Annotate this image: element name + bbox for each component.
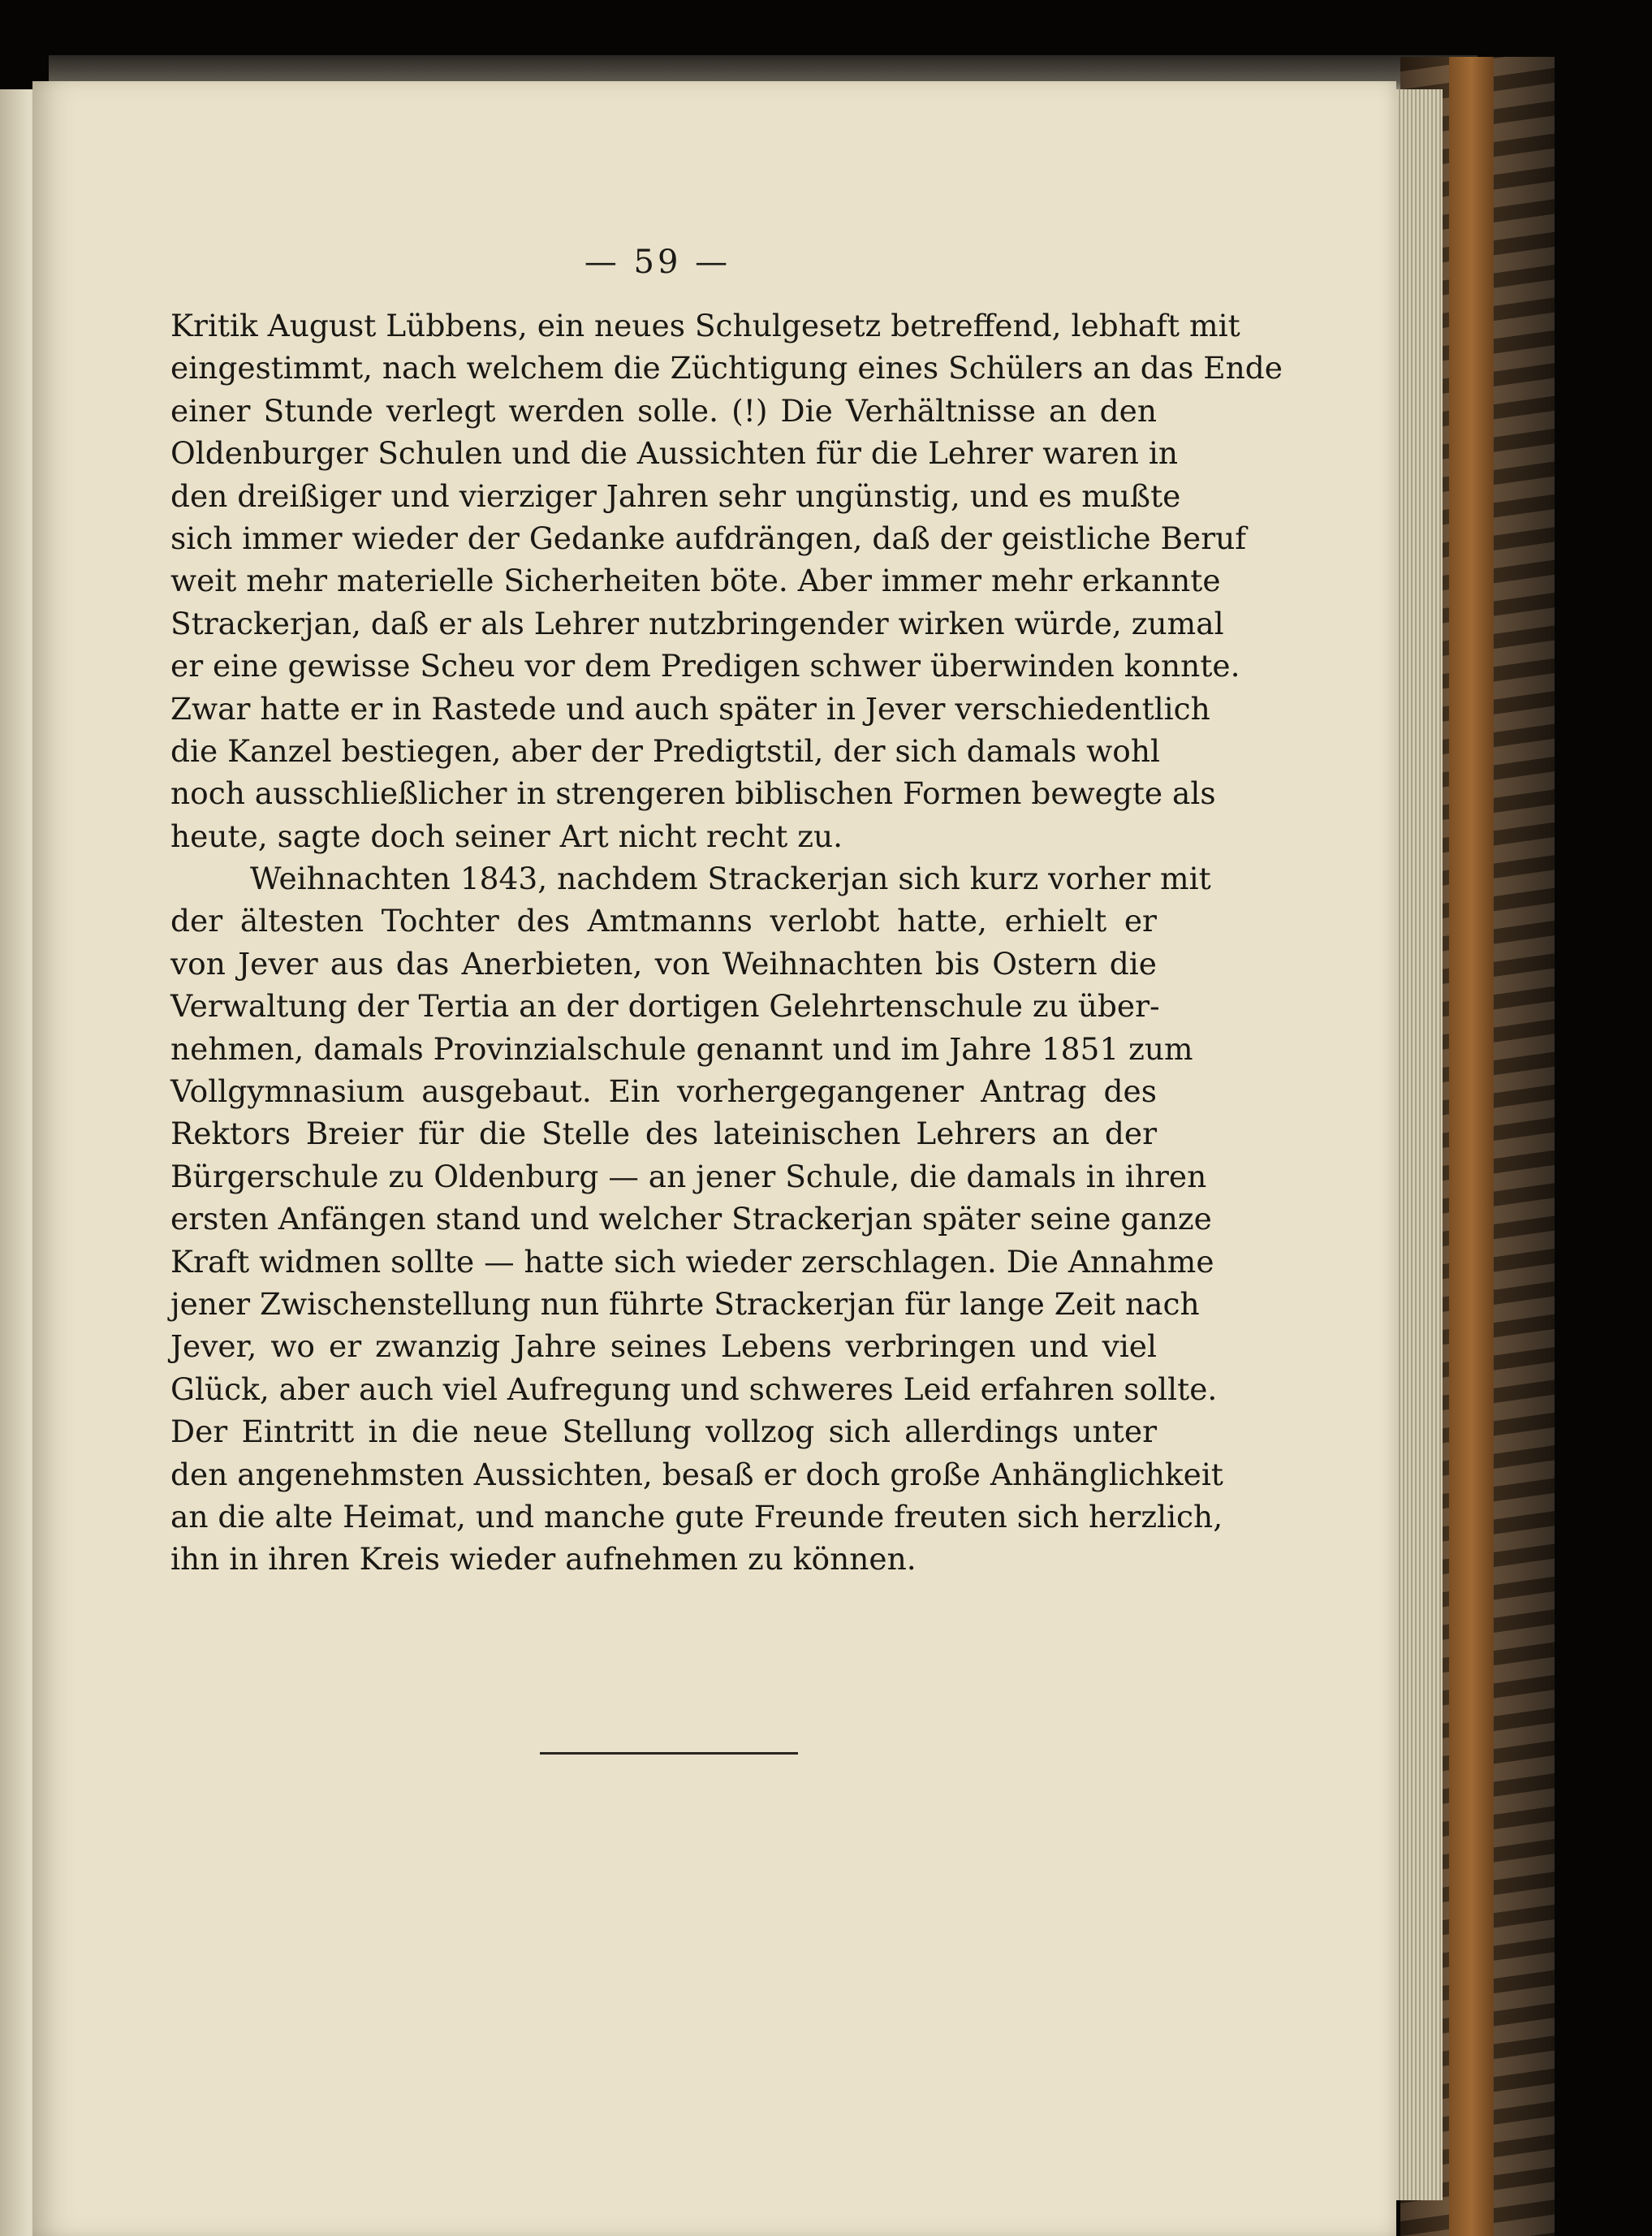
leather-spine-strip xyxy=(1449,57,1494,2236)
text-line: Oldenburger Schulen und die Aussichten für die Lehrer waren in xyxy=(170,435,1178,472)
text-line: weit mehr materielle Sicherheiten böte. Aber immer mehr erkannte xyxy=(170,563,1221,599)
text-line: an die alte Heimat, und manche gute Freunde freuten sich herzlich, xyxy=(170,1498,1223,1535)
body-text xyxy=(170,304,1283,1581)
text-line: ersten Anfängen stand und welcher Strackerjan später seine ganze xyxy=(170,1201,1212,1237)
text-line: Der Eintritt in die neue Stellung vollzog sich allerdings unter xyxy=(170,1414,1157,1450)
text-line: Zwar hatte er in Rastede und auch später in Jever verschiedentlich xyxy=(170,690,1210,727)
text-line: Bürgerschule zu Oldenburg — an jener Schule, die damals in ihren xyxy=(170,1158,1207,1194)
text-line: Strackerjan, daß er als Lehrer nutzbringender wirken würde, zumal xyxy=(170,605,1224,641)
text-line: ihn in ihren Kreis wieder aufnehmen zu können. xyxy=(170,1541,917,1578)
text-line: heute, sagte doch seiner Art nicht recht zu. xyxy=(170,818,843,854)
page-number: — 59 — xyxy=(584,244,731,281)
text-line: sich immer wieder der Gedanke aufdrängen, daß der geistliche Beruf xyxy=(170,520,1247,556)
text-line: von Jever aus das Anerbieten, von Weihnachten bis Ostern die xyxy=(170,945,1157,982)
text-line: er eine gewisse Scheu vor dem Predigen schwer überwinden konnte. xyxy=(170,648,1240,684)
text-line: die Kanzel bestiegen, aber der Predigtstil, der sich damals wohl xyxy=(170,732,1161,769)
text-line: den angenehmsten Aussichten, besaß er doch große Anhänglichkeit xyxy=(170,1456,1223,1492)
text-line: Glück, aber auch viel Aufregung und schweres Leid erfahren sollte. xyxy=(170,1371,1218,1407)
text-line: Rektors Breier für die Stelle des lateinischen Lehrers an der xyxy=(170,1116,1157,1152)
text-line: Weihnachten 1843, nachdem Strackerjan sich kurz vorher mit xyxy=(250,861,1211,897)
text-line: noch ausschließlicher in strengeren biblischen Formen bewegte als xyxy=(170,775,1216,812)
text-line: Vollgymnasium ausgebaut. Ein vorhergegangener Antrag des xyxy=(170,1073,1157,1110)
section-divider xyxy=(540,1752,798,1755)
text-line: nehmen, damals Provinzialschule genannt und im Jahre 1851 zum xyxy=(170,1030,1193,1067)
text-line: der ältesten Tochter des Amtmanns verlobt hatte, erhielt er xyxy=(170,903,1157,939)
text-line: eingestimmt, nach welchem die Züchtigung eines Schülers an das Ende xyxy=(170,350,1283,386)
text-line: Jever, wo er zwanzig Jahre seines Lebens verbringen und viel xyxy=(170,1328,1157,1365)
text-line: den dreißiger und vierziger Jahren sehr ungünstig, und es mußte xyxy=(170,477,1181,514)
text-line: einer Stunde verlegt werden solle. (!) Die Verhältnisse an den xyxy=(170,392,1157,429)
text-line: jener Zwischenstellung nun führte Strackerjan für lange Zeit nach xyxy=(170,1285,1200,1322)
text-line: Verwaltung der Tertia an der dortigen Gelehrtenschule zu über- xyxy=(170,988,1160,1025)
text-line: Kraft widmen sollte — hatte sich wieder zerschlagen. Die Annahme xyxy=(170,1243,1214,1280)
text-line: Kritik August Lübbens, ein neues Schulgesetz betreffend, lebhaft mit xyxy=(170,308,1240,343)
